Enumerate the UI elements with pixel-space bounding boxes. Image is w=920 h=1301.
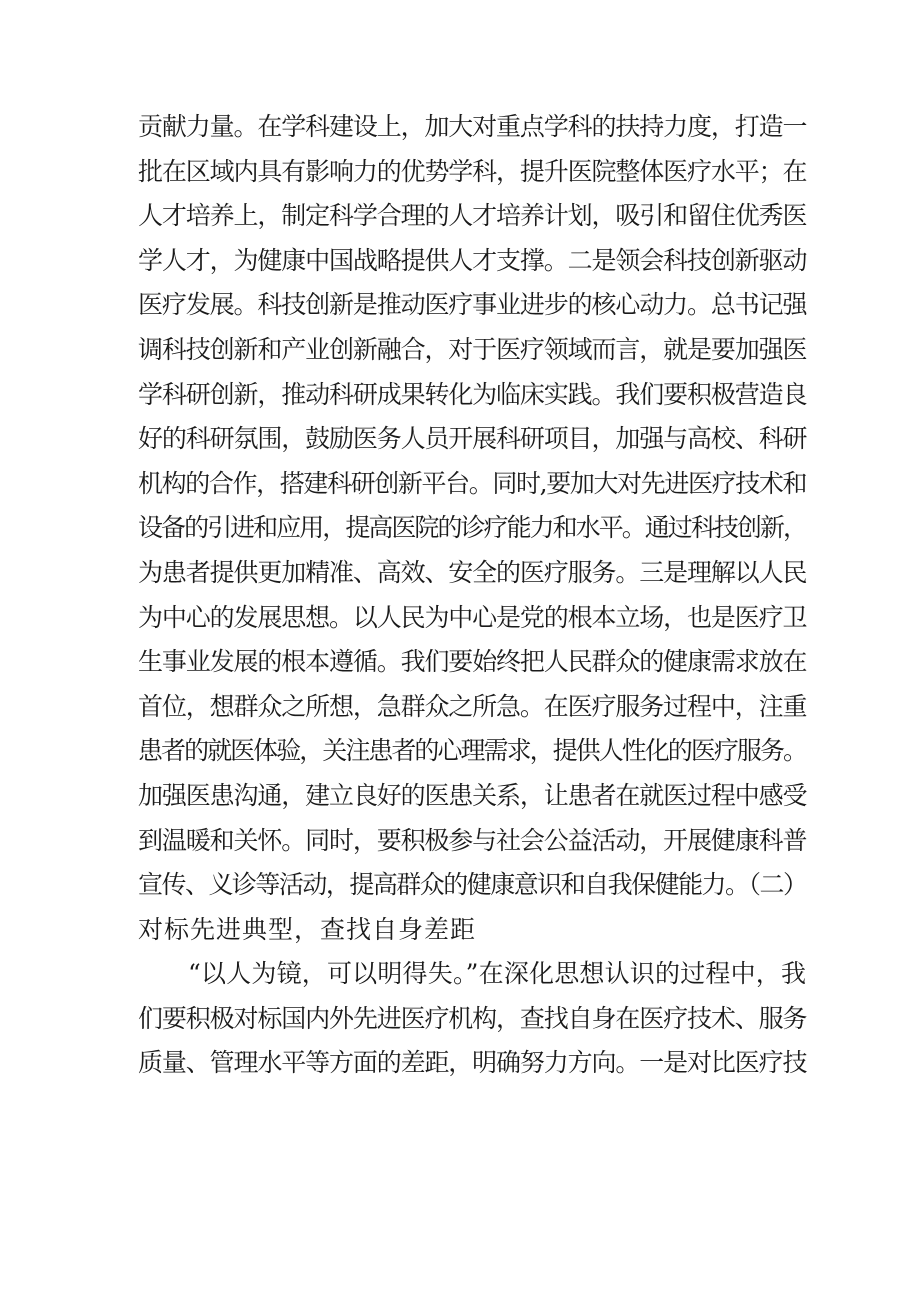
text-line-6: 调科技创新和产业创新融合，对于医疗领域而言，就是要加强医 (138, 334, 806, 364)
text-line-5: 医疗发展。科技创新是推动医疗事业进步的核心动力。总书记强 (138, 290, 806, 320)
text-line-4: 学人才，为健康中国战略提供人才支撑。二是领会科技创新驱动 (138, 245, 806, 275)
text-line-22: 质量、管理水平等方面的差距，明确努力方向。一是对比医疗技 (138, 1048, 806, 1078)
body-text (138, 105, 806, 1086)
text-line-15: 患者的就医体验，关注患者的心理需求，提供人性化的医疗服务。 (138, 736, 806, 766)
text-line-8: 好的科研氛围，鼓励医务人员开展科研项目，加强与高校、科研 (138, 424, 806, 454)
text-line-13: 生事业发展的根本遵循。我们要始终把人民群众的健康需求放在 (138, 647, 806, 677)
section-heading: 对标先进典型，查找自身差距 (138, 914, 477, 944)
text-line-14: 首位，想群众之所想，急群众之所急。在医疗服务过程中，注重 (138, 691, 806, 721)
text-line-9: 机构的合作，搭建科研创新平台。同时,要加大对先进医疗技术和 (138, 468, 806, 498)
text-line-3: 人才培养上，制定科学合理的人才培养计划，吸引和留住优秀医 (138, 201, 806, 231)
paragraph-first-line: “以人为镜，可以明得失。”在深化思想认识的过程中，我 (188, 959, 806, 989)
text-line-16: 加强医患沟通，建立良好的医患关系，让患者在就医过程中感受 (138, 780, 806, 810)
text-line-18: 宣传、义诊等活动，提高群众的健康意识和自我保健能力。（二） (138, 870, 806, 900)
text-line-1: 贡献力量。在学科建设上，加大对重点学科的扶持力度，打造一 (138, 112, 806, 141)
text-line-21: 们要积极对标国内外先进医疗机构，查找自身在医疗技术、服务 (138, 1003, 806, 1033)
text-line-10: 设备的引进和应用，提高医院的诊疗能力和水平。通过科技创新， (138, 513, 806, 543)
text-line-2: 批在区域内具有影响力的优势学科，提升医院整体医疗水平；在 (138, 156, 806, 186)
text-line-11: 为患者提供更加精准、高效、安全的医疗服务。三是理解以人民 (138, 557, 806, 587)
text-line-7: 学科研创新，推动科研成果转化为临床实践。我们要积极营造良 (138, 379, 806, 409)
text-line-17: 到温暖和关怀。同时，要积极参与社会公益活动，开展健康科普 (138, 825, 806, 855)
text-line-12: 为中心的发展思想。以人民为中心是党的根本立场，也是医疗卫 (138, 602, 806, 632)
